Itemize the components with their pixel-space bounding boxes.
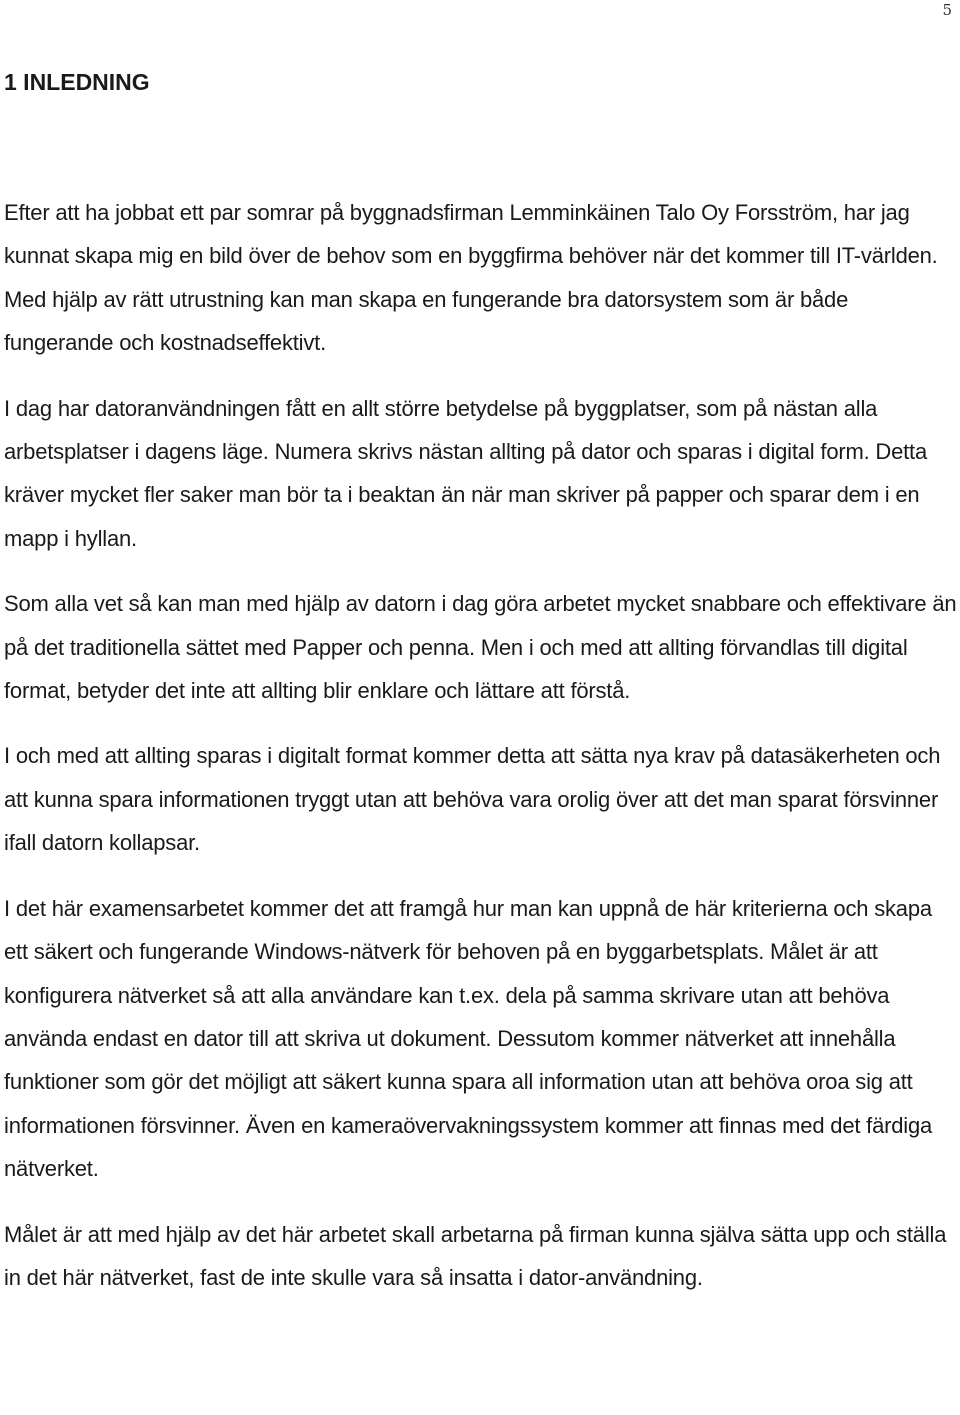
paragraph-efficiency: Som alla vet så kan man med hjälp av datorn i dag göra arbetet mycket snabbare och effektivare än på det traditionella sättet med Papper och penna. Men i och med att allting förvandlas till digital format, betyder det inte att allting blir enklare och lättare att förstå.	[4, 591, 957, 704]
paragraph-computer-use: I dag har datoranvändningen fått en allt större betydelse på byggplatser, som på nästan alla arbetsplatser i dagens läge. Numera skrivs nästan allting på dator och sparas i digital form. Detta kräver mycket fler saker man bör ta i beaktan än när man skriver på papper och sparar dem i en mapp i hyllan.	[4, 395, 928, 551]
paragraph-purpose: Målet är att med hjälp av det här arbetet skall arbetarna på firman kunna själva sätta upp och ställa in det här nätverket, fast de inte skulle vara så insatta i dator-användning.	[4, 1221, 947, 1290]
page-number: 5	[942, 1, 952, 19]
chapter-heading: 1 INLEDNING	[4, 69, 150, 95]
paragraph-data-security: I och med att allting sparas i digitalt format kommer detta att sätta nya krav på datasäkerheten och att kunna spara informationen tryggt utan att behöva vara orolig över att det man sparat försvinner ifall datorn kollapsar.	[4, 743, 941, 856]
paragraph-intro: Efter att ha jobbat ett par somrar på byggnadsfirman Lemminkäinen Talo Oy Forsström, har jag kunnat skapa mig en bild över de behov som en byggfirma behöver när det kommer till IT-världen. Med hjälp av rätt utrustning kan man skapa en fungerande bra datorsystem som är både fungerande och kostnadseffektivt.	[4, 200, 938, 356]
body-text	[4, 191, 960, 1321]
paragraph-thesis-goal: I det här examensarbetet kommer det att framgå hur man kan uppnå de här kriterierna och skapa ett säkert och fungerande Windows-nätverk för behoven på en byggarbetsplats. Målet är att konfigurera nätverket så att alla användare kan t.ex. dela på samma skrivare utan att behöva använda endast en dator till att skriva ut dokument. Dessutom kommer nätverket att innehålla funktioner som gör det möjligt att säkert kunna spara all information utan att behöva oroa sig att informationen försvinner. Även en kameraövervakningssystem kommer att finnas med det färdiga nätverket.	[4, 895, 933, 1182]
